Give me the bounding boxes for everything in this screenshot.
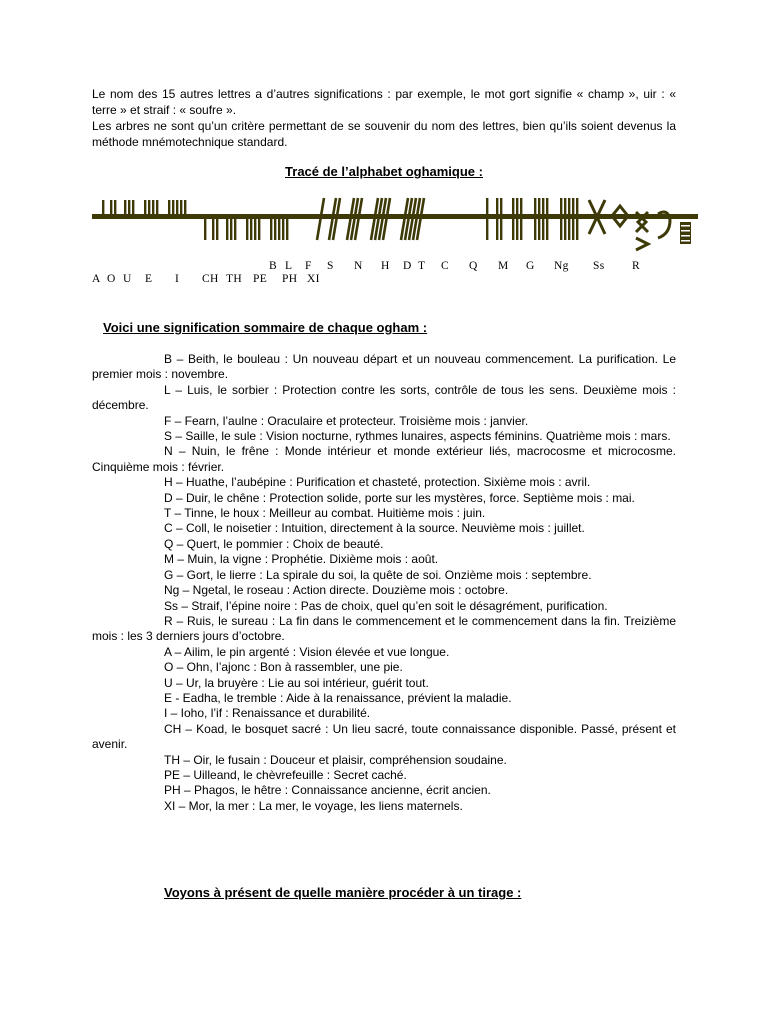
ogham-meaning-entry: A – Ailim, le pin argenté : Vision élevée et vue longue. — [164, 644, 450, 659]
ogham-letter-label: C — [441, 260, 449, 272]
ogham-letter-mark — [114, 200, 116, 216]
ogham-letter-mark — [254, 216, 256, 240]
ogham-letter-mark — [286, 216, 288, 240]
ogham-letter-mark — [546, 198, 548, 240]
ogham-letter-mark — [496, 198, 498, 240]
ogham-letter-label: Ng — [554, 260, 569, 272]
ogham-letter-mark — [560, 198, 562, 240]
ogham-letter-mark — [156, 200, 158, 216]
ogham-letter-label: H — [381, 260, 390, 272]
ogham-meaning-list — [92, 352, 676, 814]
intro-paragraph-2: Les arbres ne sont qu’un critère permettant de se souvenir du nom des lettres, bien qu’ils soient devenus la méthode mnémotechnique standard. — [92, 119, 676, 149]
ogham-meaning-entry: G – Gort, le lierre : La spirale du soi, la quête de soi. Onzième mois : septembre. — [164, 567, 592, 582]
ogham-letter-mark — [538, 198, 540, 240]
ogham-letter-mark — [282, 216, 284, 240]
ogham-letter-mark — [534, 198, 536, 240]
ogham-letter-mark — [486, 198, 488, 240]
ogham-meaning-entry: C – Coll, le noisetier : Intuition, directement à la source. Neuvième mois : juillet. — [164, 521, 585, 536]
ogham-letter-mark — [258, 216, 260, 240]
ogham-letter-mark — [102, 200, 104, 216]
ogham-letter-mark — [110, 200, 112, 216]
ogham-stem-line — [92, 214, 698, 219]
ogham-letter-mark — [176, 200, 178, 216]
ogham-meaning-entry: PH – Phagos, le hêtre : Connaissance ancienne, écrit ancien. — [164, 783, 491, 798]
ogham-letter-mark — [576, 198, 578, 240]
ogham-letter-mark — [250, 216, 252, 240]
ogham-letter-mark — [516, 198, 518, 240]
ogham-letter-mark — [216, 216, 218, 240]
ogham-meaning-entry: XI – Mor, la mer : La mer, le voyage, les liens maternels. — [164, 798, 463, 813]
ogham-letter-label: G — [526, 260, 535, 272]
ogham-letter-label: Q — [469, 260, 478, 272]
ogham-letter-label: I — [175, 273, 180, 285]
ogham-letter-mark — [152, 200, 154, 216]
ogham-letter-mark — [230, 216, 232, 240]
intro-paragraph-1: Le nom des 15 autres lettres a d’autres significations : par exemple, le mot gort signifie « champ », uir : « terre » et straif : « soufre ». — [92, 87, 676, 117]
ogham-meaning-entry: T – Tinne, le houx : Meilleur au combat. Huitième mois : juin. — [164, 506, 486, 521]
ogham-letter-mark — [681, 230, 690, 232]
ogham-letter-label: F — [305, 260, 312, 272]
ogham-letter-mark — [234, 216, 236, 240]
ogham-letter-label: Ss — [593, 260, 605, 272]
ogham-letter-mark — [132, 200, 134, 216]
ogham-letter-mark — [184, 200, 186, 216]
ogham-letter-mark — [180, 200, 182, 216]
ogham-letter-mark — [128, 200, 130, 216]
ogham-letter-label: R — [632, 260, 640, 272]
ogham-letter-mark — [274, 216, 276, 240]
ogham-letter-mark — [500, 198, 502, 240]
ogham-letter-label: D — [403, 260, 412, 272]
ogham-letter-label: S — [327, 260, 334, 272]
ogham-letter-mark — [681, 225, 690, 227]
heading-ogham-trace: Tracé de l’alphabet oghamique : — [285, 164, 483, 179]
ogham-meaning-entry: U – Ur, la bruyère : Lie au soi intérieur, guérit tout. — [164, 675, 429, 690]
ogham-letter-mark — [270, 216, 272, 240]
ogham-letter-label: PE — [253, 273, 268, 285]
ogham-meaning-entry: H – Huathe, l’aubépine : Purification et chasteté, protection. Sixième mois : avril. — [164, 475, 591, 490]
ogham-letter-label: B — [269, 260, 277, 272]
ogham-letter-mark — [564, 198, 566, 240]
ogham-letter-mark — [226, 216, 228, 240]
ogham-labels-row-1 — [0, 260, 768, 274]
ogham-letter-mark — [278, 216, 280, 240]
intro-paragraphs — [92, 86, 676, 150]
ogham-letter-mark — [572, 198, 574, 240]
ogham-letter-label: N — [354, 260, 363, 272]
ogham-meaning-entry: B – Beith, le bouleau : Un nouveau départ et un nouveau commencement. La purification. Le premier mois : novembre. — [92, 352, 676, 382]
ogham-letter-mark — [124, 200, 126, 216]
ogham-meaning-entry: PE – Uilleand, le chèvrefeuille : Secret caché. — [164, 767, 407, 782]
ogham-meaning-entry: TH – Oir, le fusain : Douceur et plaisir, compréhension soudaine. — [164, 752, 507, 767]
ogham-letter-mark — [246, 216, 248, 240]
ogham-letter-mark — [681, 240, 690, 242]
ogham-meaning-entry: Ng – Ngetal, le roseau : Action directe. Douzième mois : octobre. — [164, 583, 509, 598]
ogham-meaning-entry: O – Ohn, l’ajonc : Bon à rassembler, une pie. — [164, 660, 403, 675]
ogham-letter-mark — [681, 235, 690, 237]
ogham-letter-mark — [148, 200, 150, 216]
ogham-letter-label: M — [498, 260, 509, 272]
ogham-letter-mark — [144, 200, 146, 216]
ogham-meaning-entry: I – Ioho, l’if : Renaissance et durabilité. — [164, 706, 371, 721]
ogham-letter-label: E — [145, 273, 153, 285]
ogham-alphabet-figure — [92, 194, 700, 254]
ogham-letter-label: XI — [307, 273, 320, 285]
ogham-letter-label: PH — [282, 273, 298, 285]
ogham-labels-row-2 — [0, 273, 768, 287]
ogham-letter-label: T — [418, 260, 426, 272]
ogham-meaning-entry: M – Muin, la vigne : Prophétie. Dixième mois : août. — [164, 552, 439, 567]
ogham-letter-mark — [172, 200, 174, 216]
ogham-meaning-entry: R – Ruis, le sureau : La fin dans le commencement et le commencement dans la fin. Treizième mois : les 3 derniers jours d’octobre. — [92, 613, 676, 644]
ogham-letter-mark — [204, 216, 206, 240]
ogham-meaning-entry: N – Nuin, le frêne : Monde intérieur et monde extérieur liés, macrocosme et microcosme. Cinquième mois : février. — [92, 444, 676, 474]
heading-ogham-meaning: Voici une signification sommaire de chaque ogham : — [103, 320, 428, 335]
ogham-meaning-entry: Q – Quert, le pommier : Choix de beauté. — [164, 536, 384, 551]
heading-tirage: Voyons à présent de quelle manière procéder à un tirage : — [164, 885, 522, 900]
ogham-meaning-entry: S – Saille, le sule : Vision nocturne, rythmes lunaires, aspects féminins. Quatrième mois : mars. — [164, 429, 671, 444]
ogham-letter-mark — [512, 198, 514, 240]
ogham-letter-label: A — [92, 273, 101, 285]
ogham-letter-label: O — [107, 273, 116, 285]
ogham-meaning-entry: D – Duir, le chêne : Protection solide, porte sur les mystères, force. Septième mois : mai. — [164, 490, 635, 505]
ogham-letter-mark — [168, 200, 170, 216]
ogham-letter-mark — [542, 198, 544, 240]
ogham-letter-mark — [520, 198, 522, 240]
ogham-meaning-entry: Ss – Straif, l’épine noire : Pas de choix, quel qu’en soit le désagrément, purification. — [164, 598, 608, 613]
ogham-letter-label: CH — [202, 273, 219, 285]
ogham-meaning-entry: E - Eadha, le tremble : Aide à la renaissance, prévient la maladie. — [164, 690, 512, 705]
ogham-letter-label: TH — [226, 273, 242, 285]
ogham-meaning-entry: L – Luis, le sorbier : Protection contre les sorts, contrôle de tous les sens. Deuxième mois : décembre. — [92, 382, 676, 413]
ogham-letter-label: L — [285, 260, 293, 272]
ogham-letter-label: U — [123, 273, 132, 285]
ogham-letter-mark — [568, 198, 570, 240]
ogham-meaning-entry: F – Fearn, l’aulne : Oraculaire et protecteur. Troisième mois : janvier. — [164, 413, 529, 428]
ogham-letter-mark — [212, 216, 214, 240]
ogham-meaning-entry: CH – Koad, le bosquet sacré : Un lieu sacré, toute connaissance disponible. Passé, présent et avenir. — [92, 721, 676, 752]
